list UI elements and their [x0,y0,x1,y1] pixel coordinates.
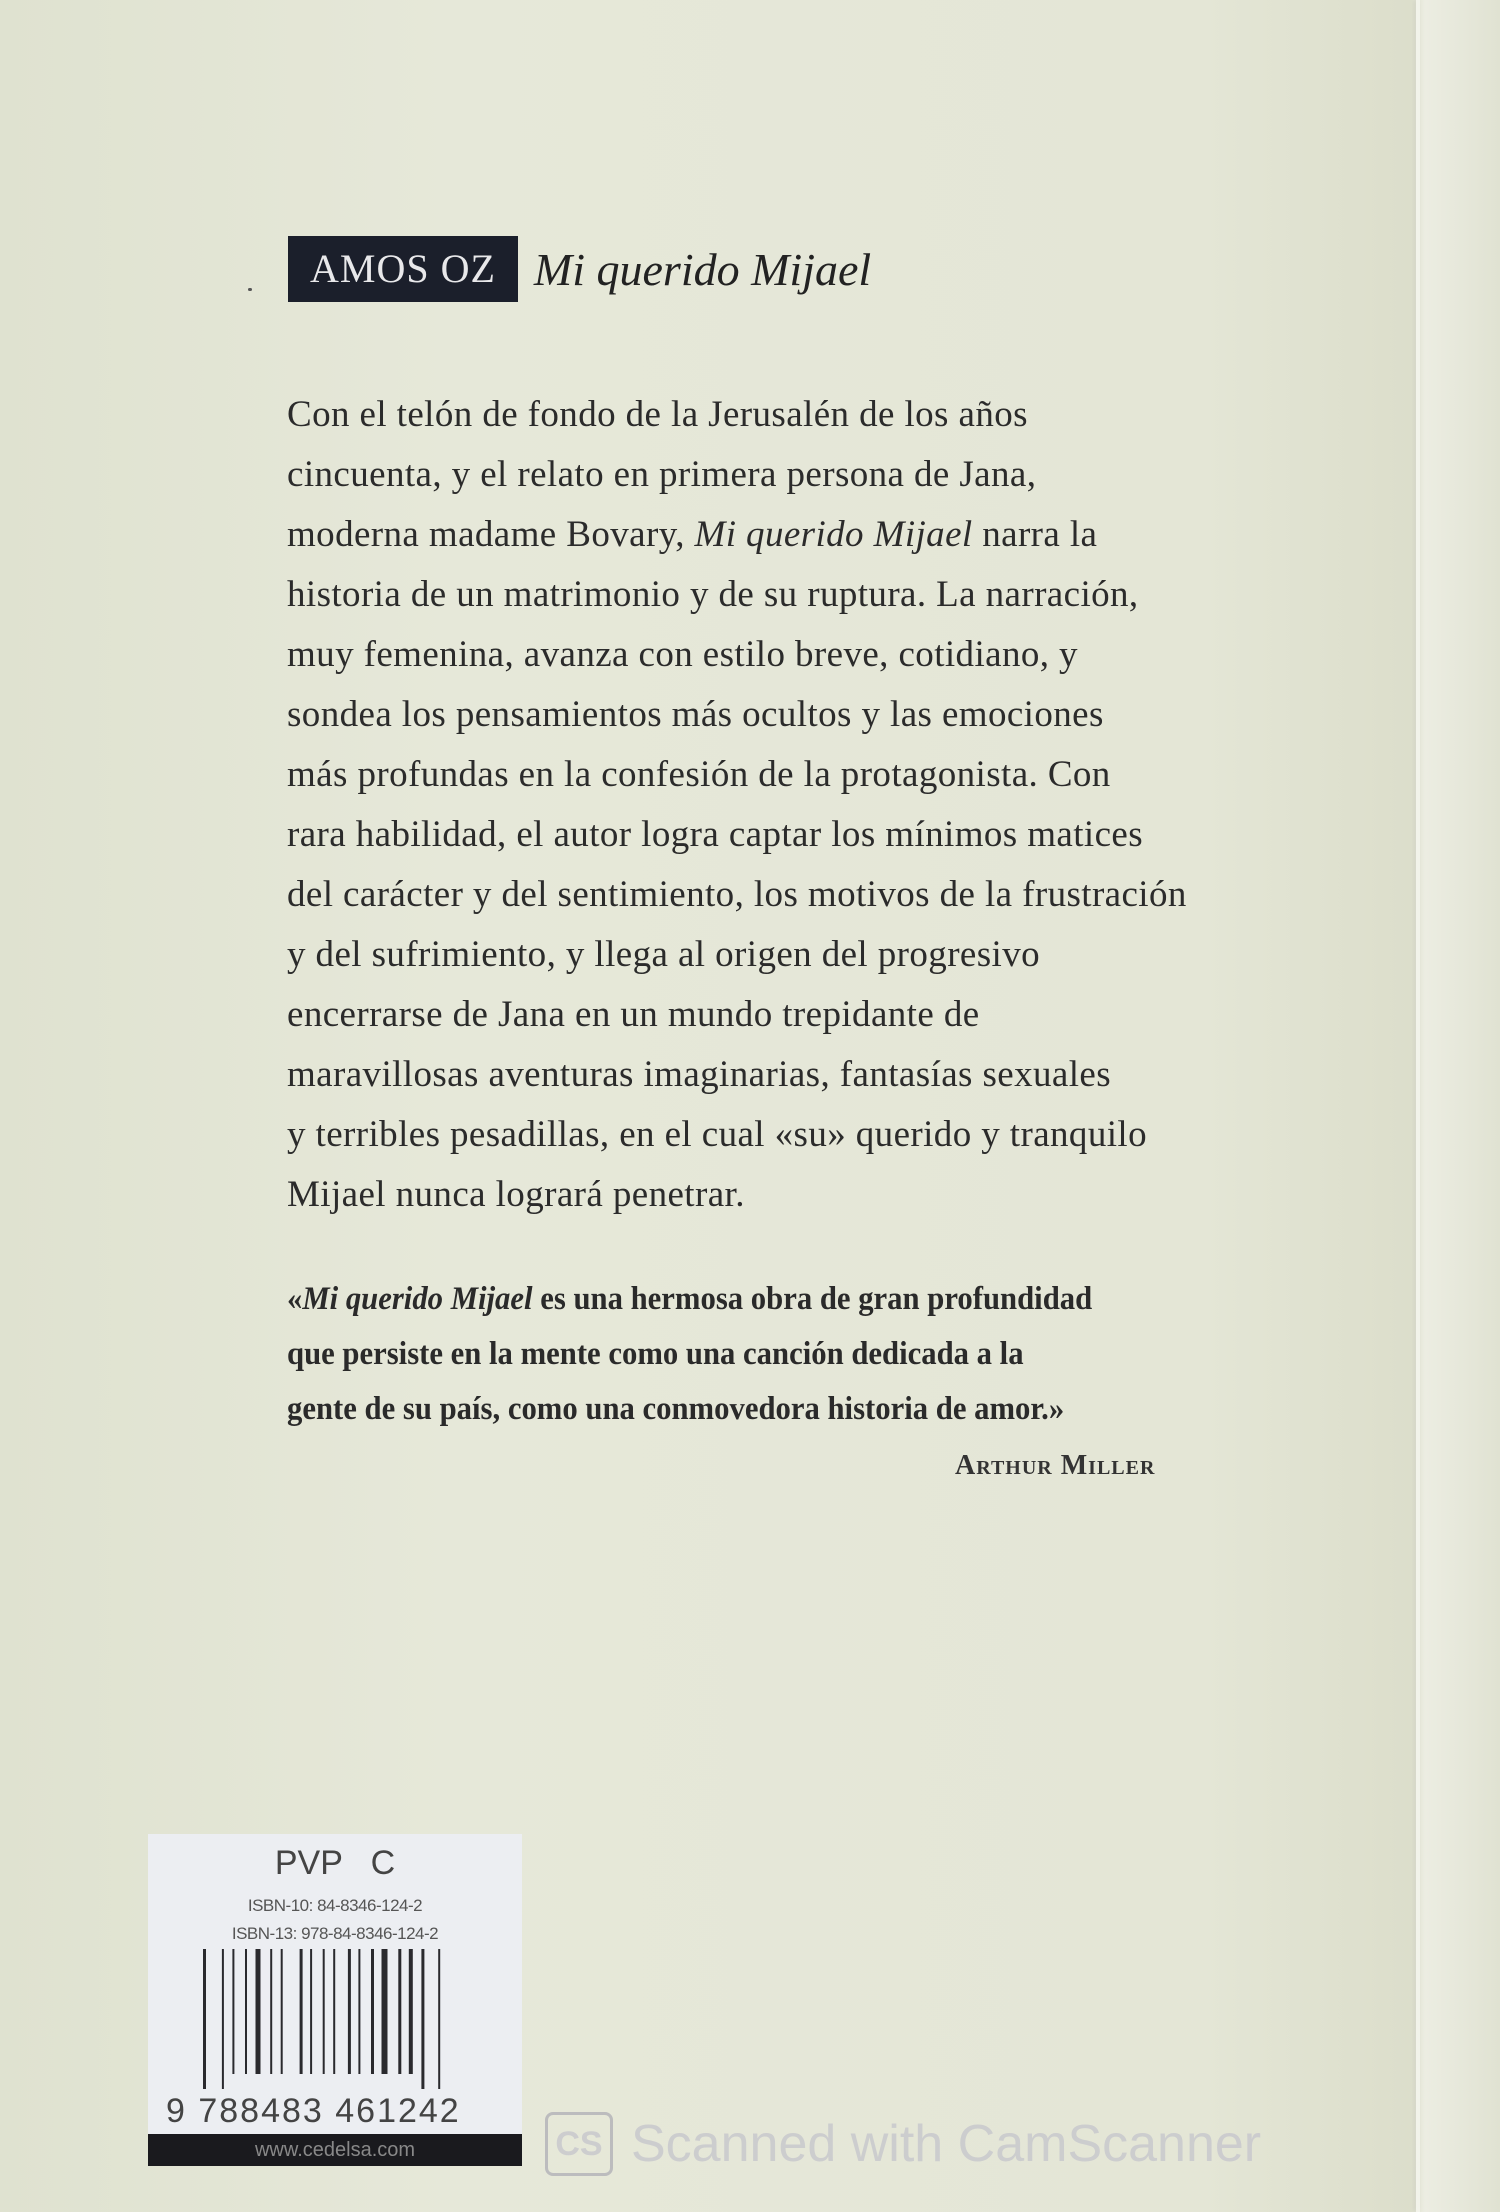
sticker-strip: www.cedelsa.com [148,2134,522,2166]
text-line [287,865,1187,925]
text-segment: Mijael nunca logrará penetrar. [287,1174,745,1215]
text-line [287,1272,1092,1327]
barcode-bar [270,1949,272,2074]
watermark-text: Scanned with CamScanner [631,2115,1262,2173]
barcode-bar [245,1949,247,2074]
barcode-bar [232,1949,234,2074]
camscanner-logo-icon: CS [545,2112,613,2176]
text-line [287,925,1187,985]
text-segment: gente de su país, como una conmovedora historia de amor.» [287,1391,1065,1427]
barcode-bar [203,1949,206,2089]
italic-title: Mi querido Mijael [694,514,973,555]
text-segment: « [287,1281,303,1317]
barcode-bar [398,1949,401,2074]
text-segment: encerrarse de Jana en un mundo trepidante de [287,994,980,1035]
italic-title: Mi querido Mijael [302,1281,533,1317]
barcode-bar [333,1949,335,2074]
book-header [288,236,871,302]
barcode-bar [409,1949,413,2074]
text-line [287,745,1187,805]
text-line [287,445,1187,505]
text-line [287,625,1187,685]
text-line [287,1382,1092,1437]
text-segment: historia de un matrimonio y de su ruptura. La narración, [287,574,1139,615]
barcode [203,1949,488,2089]
barcode-bar [310,1949,312,2074]
barcode-bar [256,1949,261,2074]
author-name: AMOS OZ [288,236,518,302]
barcode-bar [421,1949,424,2089]
isbn-13: ISBN-13: 978-84-8346-124-2 [231,1924,439,1943]
text-segment: cincuenta, y el relato en primera persona de Jana, [287,454,1037,495]
barcode-bar [348,1949,351,2074]
text-line [287,505,1187,565]
text-segment: y terribles pesadillas, en el cual «su» querido y tranquilo [287,1114,1147,1155]
text-line [287,685,1187,745]
barcode-bar [300,1949,303,2074]
book-title: Mi querido Mijael [533,243,872,295]
text-line [287,565,1187,625]
price-code: PVP C [274,1844,396,1882]
barcode-bar [358,1949,360,2074]
text-segment: que persiste en la mente como una canción dedicada a la [287,1336,1024,1372]
text-segment: Con el telón de fondo de la Jerusalén de los años [287,394,1028,435]
barcode-bar [438,1949,440,2089]
watermark [545,2112,1261,2176]
synopsis [287,385,1187,1225]
barcode-bar [371,1949,374,2074]
cover-fold [1416,0,1420,2212]
text-line [287,1105,1187,1165]
text-line [287,385,1187,445]
text-line [287,805,1187,865]
barcode-sticker [148,1834,522,2166]
text-line [287,1327,1092,1382]
text-segment: y del sufrimiento, y llega al origen del progresivo [287,934,1041,975]
speck [248,288,252,291]
text-segment: narra la [972,514,1098,555]
text-segment: más profundas en la confesión de la protagonista. Con [287,754,1111,795]
barcode-bar [323,1949,325,2074]
barcode-bar [382,1949,388,2074]
text-segment: rara habilidad, el autor logra captar los mínimos matices [287,814,1144,855]
text-segment: moderna madame Bovary, [287,514,695,555]
text-segment: es una hermosa obra de gran profundidad [532,1281,1093,1317]
text-segment: del carácter y del sentimiento, los motivos de la frustración [287,874,1187,915]
quote-author: Arthur Miller [955,1450,1156,1481]
text-line [287,1165,1187,1225]
barcode-digits: 9 788483 461242 [166,2092,461,2130]
text-line [287,1045,1187,1105]
barcode-bar [281,1949,283,2074]
text-line [287,985,1187,1045]
blurb-quote [287,1272,1092,1437]
barcode-bar [222,1949,224,2089]
text-segment: sondea los pensamientos más ocultos y las emociones [287,694,1104,735]
text-segment: maravillosas aventuras imaginarias, fantasías sexuales [287,1054,1112,1095]
text-segment: muy femenina, avanza con estilo breve, cotidiano, y [287,634,1078,675]
isbn-10: ISBN-10: 84-8346-124-2 [247,1896,423,1915]
